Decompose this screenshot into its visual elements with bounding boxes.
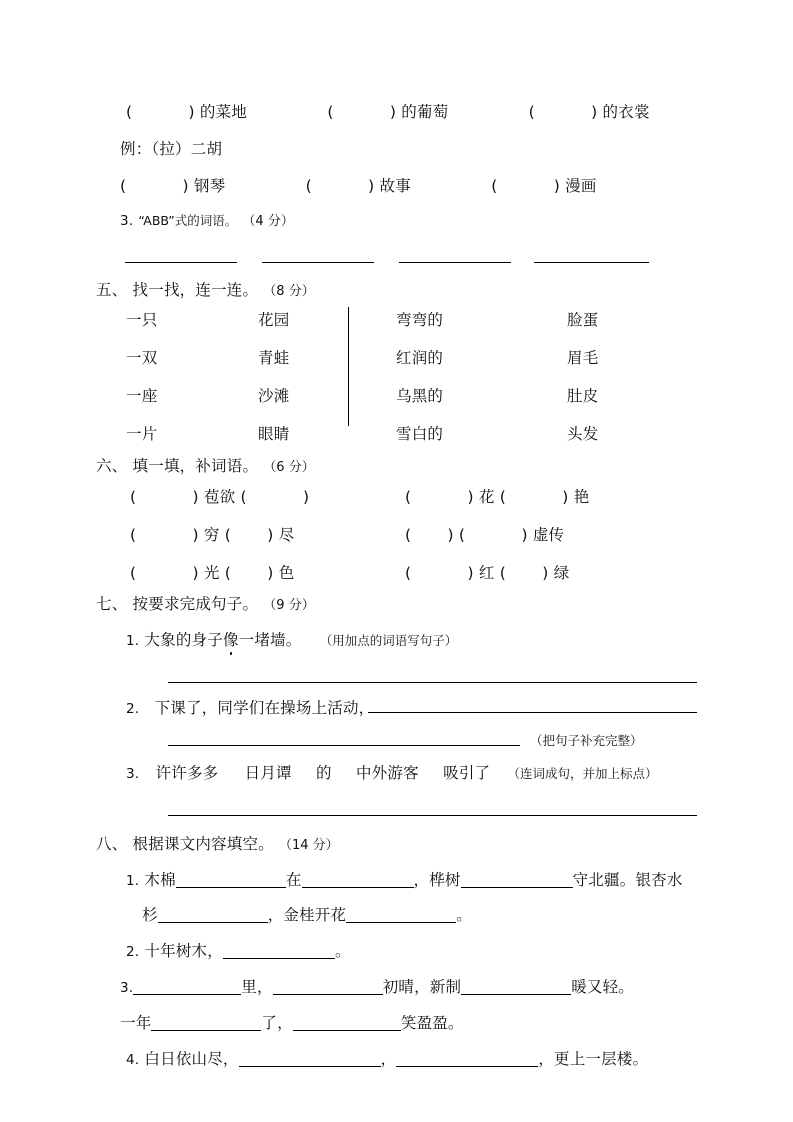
idiom-fixed-tail: 尽	[278, 526, 295, 544]
question-number: 4.	[126, 1052, 140, 1068]
sentence-question-1	[126, 633, 457, 649]
paren-close: )	[303, 488, 310, 506]
match-left-noun[interactable]: 眼睛	[258, 425, 290, 443]
match-right-noun[interactable]: 脸蛋	[567, 311, 599, 329]
section-five-header	[96, 283, 315, 299]
idiom-fixed-mid: 光	[203, 564, 220, 582]
section-eight-header	[96, 837, 339, 853]
section-seven-number: 七、	[96, 595, 128, 613]
paren-close: )	[553, 177, 560, 195]
section-eight-score: （14 分）	[279, 838, 339, 853]
recite-text: 里，	[241, 978, 273, 996]
recite-text: ，	[380, 1050, 397, 1068]
recite-text: 初晴，新制	[382, 978, 462, 996]
paren-open: (	[327, 103, 334, 121]
question-number: 3.	[126, 766, 140, 782]
recite-blank[interactable]	[239, 1052, 381, 1067]
idiom-fixed-mid: 穷	[203, 526, 220, 544]
match-left-quantifier[interactable]: 一片	[126, 425, 158, 443]
sentence-answer-blank-2b[interactable]	[168, 745, 520, 746]
sentence-hint: （把句子补充完整）	[530, 733, 643, 748]
paren-open: (	[130, 488, 137, 506]
idiom-fixed-tail: 虚传	[532, 526, 565, 544]
match-right-adjective[interactable]: 弯弯的	[396, 311, 444, 329]
phrase-word: 的衣裳	[602, 103, 650, 121]
recite-text: ，更上一层楼。	[538, 1050, 649, 1068]
match-left-quantifier[interactable]: 一座	[126, 387, 158, 405]
idiom-fixed-tail: 绿	[553, 564, 570, 582]
recite-blank[interactable]	[302, 873, 414, 888]
sentence-answer-blank-3[interactable]	[168, 815, 697, 816]
paren-close: )	[267, 564, 274, 582]
match-left-quantifier[interactable]: 一只	[126, 311, 158, 329]
recite-text: ，金桂开花	[267, 906, 347, 924]
sentence-text-before: 大象的身子	[144, 631, 223, 649]
recite-text: 十年树木，	[144, 942, 223, 960]
recite-question-2	[126, 944, 351, 960]
idiom-fixed-tail: 艳	[573, 488, 590, 506]
section-eight-number: 八、	[96, 835, 128, 853]
question-number: 3.	[120, 980, 134, 996]
paren-open: (	[130, 526, 137, 544]
recite-blank[interactable]	[133, 980, 241, 995]
paren-open: (	[120, 177, 127, 195]
match-right-noun[interactable]: 头发	[567, 425, 599, 443]
emphasis-dot-char: 像	[222, 631, 239, 649]
section-five-number: 五、	[96, 281, 128, 299]
sentence-hint: （连词成句，并加上标点）	[507, 766, 658, 781]
paren-open: (	[305, 177, 312, 195]
paren-close: )	[368, 177, 375, 195]
abb-question-score: （4 分）	[242, 214, 294, 229]
paren-open: (	[528, 103, 535, 121]
scrambled-word: 的	[316, 764, 332, 782]
scrambled-word: 许许多多	[155, 764, 219, 782]
paren-close: )	[467, 564, 474, 582]
verb-object: 漫画	[565, 177, 597, 195]
match-right-adjective[interactable]: 红润的	[396, 349, 444, 367]
recite-text: 白日依山尽，	[144, 1050, 239, 1068]
recite-text: 了，	[261, 1014, 293, 1032]
recite-blank[interactable]	[176, 873, 286, 888]
paren-close: )	[267, 526, 274, 544]
verb-object: 故事	[379, 177, 411, 195]
idiom-fixed-mid: 红	[478, 564, 495, 582]
verb-object: 钢琴	[193, 177, 226, 195]
paren-close: )	[591, 103, 598, 121]
sentence-stem: 下课了，同学们在操场上活动，	[154, 699, 375, 717]
section-seven-header	[96, 597, 315, 613]
section-seven-title: 按要求完成句子。	[132, 595, 259, 613]
recite-text: 。	[456, 906, 472, 924]
recite-blank[interactable]	[461, 873, 573, 888]
recite-question-4	[126, 1052, 648, 1068]
recite-question-1-line1	[126, 873, 683, 889]
question-number: 3.	[120, 213, 134, 229]
match-right-adjective[interactable]: 乌黑的	[396, 387, 444, 405]
idiom-fixed-mid: 苞欲	[203, 488, 236, 506]
recite-text: ，桦树	[413, 871, 461, 889]
recite-blank[interactable]	[151, 1016, 261, 1031]
verb-fill-row	[120, 179, 597, 195]
recite-blank[interactable]	[223, 944, 335, 959]
paren-open: (	[491, 177, 498, 195]
abb-question	[120, 213, 294, 229]
paren-close: )	[188, 103, 195, 121]
question-number: 2.	[126, 701, 140, 717]
abb-question-text: “ABB”式的词语。	[138, 213, 238, 228]
section-five-title: 找一找，连一连。	[132, 281, 259, 299]
scrambled-word: 日月谭	[244, 764, 292, 782]
paren-open: (	[126, 103, 133, 121]
recite-blank[interactable]	[396, 1052, 538, 1067]
abb-answer-blank-4[interactable]	[534, 262, 649, 263]
paren-close: )	[192, 488, 199, 506]
idiom-fixed-tail: 色	[278, 564, 295, 582]
match-group-divider	[348, 307, 349, 426]
recite-blank[interactable]	[346, 908, 456, 923]
recite-text: 在	[285, 871, 302, 889]
paren-open: (	[499, 564, 507, 582]
match-right-noun[interactable]: 眉毛	[567, 349, 599, 367]
sentence-text-after: 一堵墙。	[238, 631, 302, 649]
sentence-question-2	[126, 701, 374, 717]
recite-blank[interactable]	[273, 980, 383, 995]
paren-close: )	[182, 177, 189, 195]
match-left-noun[interactable]: 沙滩	[258, 387, 290, 405]
recite-question-1-line2	[142, 908, 472, 924]
scrambled-word: 吸引了	[443, 764, 491, 782]
match-left-noun[interactable]: 青蛙	[258, 349, 290, 367]
recite-text: 。	[334, 942, 351, 960]
paren-open: (	[240, 488, 247, 506]
recite-text: 笑盈盈。	[400, 1014, 464, 1032]
paren-close: )	[467, 488, 474, 506]
example-line: 例：（拉）二胡	[120, 140, 223, 158]
section-six-number: 六、	[96, 457, 128, 475]
paren-open: (	[405, 526, 412, 544]
sentence-answer-blank-2a[interactable]	[368, 712, 697, 713]
sentence-answer-blank-1[interactable]	[168, 682, 697, 683]
idiom-row-right	[405, 528, 564, 544]
question-number: 2.	[126, 944, 140, 960]
match-left-quantifier[interactable]: 一双	[126, 349, 158, 367]
abb-answer-blank-3[interactable]	[399, 262, 511, 263]
section-six-title: 填一填，补词语。	[132, 457, 259, 475]
recite-question-3-line2	[120, 1016, 464, 1032]
recite-text: 杉	[142, 906, 158, 924]
recite-text: 一年	[120, 1014, 152, 1032]
recite-text: 木棉	[144, 871, 176, 889]
paren-close: )	[389, 103, 397, 121]
sentence-hint: （用加点的词语写句子）	[319, 633, 458, 648]
paren-close: )	[521, 526, 528, 544]
recite-text: 暖又轻。	[571, 978, 635, 996]
match-left-noun[interactable]: 花园	[258, 311, 290, 329]
section-six-header	[96, 459, 315, 475]
recite-blank[interactable]	[293, 1016, 401, 1031]
paren-close: )	[447, 526, 454, 544]
idiom-fixed-mid: 花	[478, 488, 495, 506]
recite-blank[interactable]	[158, 908, 268, 923]
phrase-word: 的菜地	[199, 103, 248, 121]
idiom-row-right	[405, 490, 589, 506]
sentence-question-3	[126, 766, 658, 782]
paren-close: )	[542, 564, 549, 582]
paren-open: (	[405, 564, 412, 582]
paren-open: (	[224, 564, 232, 582]
paren-open: (	[224, 526, 232, 544]
idiom-row-left	[130, 566, 294, 582]
section-eight-title: 根据课文内容填空。	[132, 835, 274, 853]
paren-close: )	[562, 488, 569, 506]
recite-blank[interactable]	[461, 980, 571, 995]
match-right-noun[interactable]: 肚皮	[567, 387, 599, 405]
idiom-row-left	[130, 490, 309, 506]
section-seven-score: （9 分）	[263, 598, 315, 613]
paren-open: (	[405, 488, 412, 506]
scrambled-word: 中外游客	[356, 764, 419, 782]
phrase-word: 的葡萄	[401, 103, 449, 121]
paren-close: )	[192, 526, 199, 544]
paren-open: (	[130, 564, 137, 582]
question-number: 1.	[126, 633, 140, 649]
paren-close: )	[192, 564, 199, 582]
paren-open: (	[458, 526, 466, 544]
paren-open: (	[499, 488, 507, 506]
phrase-fill-row	[126, 105, 650, 121]
recite-text: 守北疆。银杏水	[572, 871, 683, 889]
idiom-row-left	[130, 528, 294, 544]
section-six-score: （6 分）	[263, 460, 315, 475]
recite-question-3-line1	[120, 980, 634, 996]
idiom-row-right	[405, 566, 569, 582]
abb-answer-blank-1[interactable]	[125, 262, 237, 263]
question-number: 1.	[126, 873, 140, 889]
abb-answer-blank-2[interactable]	[262, 262, 374, 263]
section-five-score: （8 分）	[263, 284, 315, 299]
match-right-adjective[interactable]: 雪白的	[396, 425, 444, 443]
